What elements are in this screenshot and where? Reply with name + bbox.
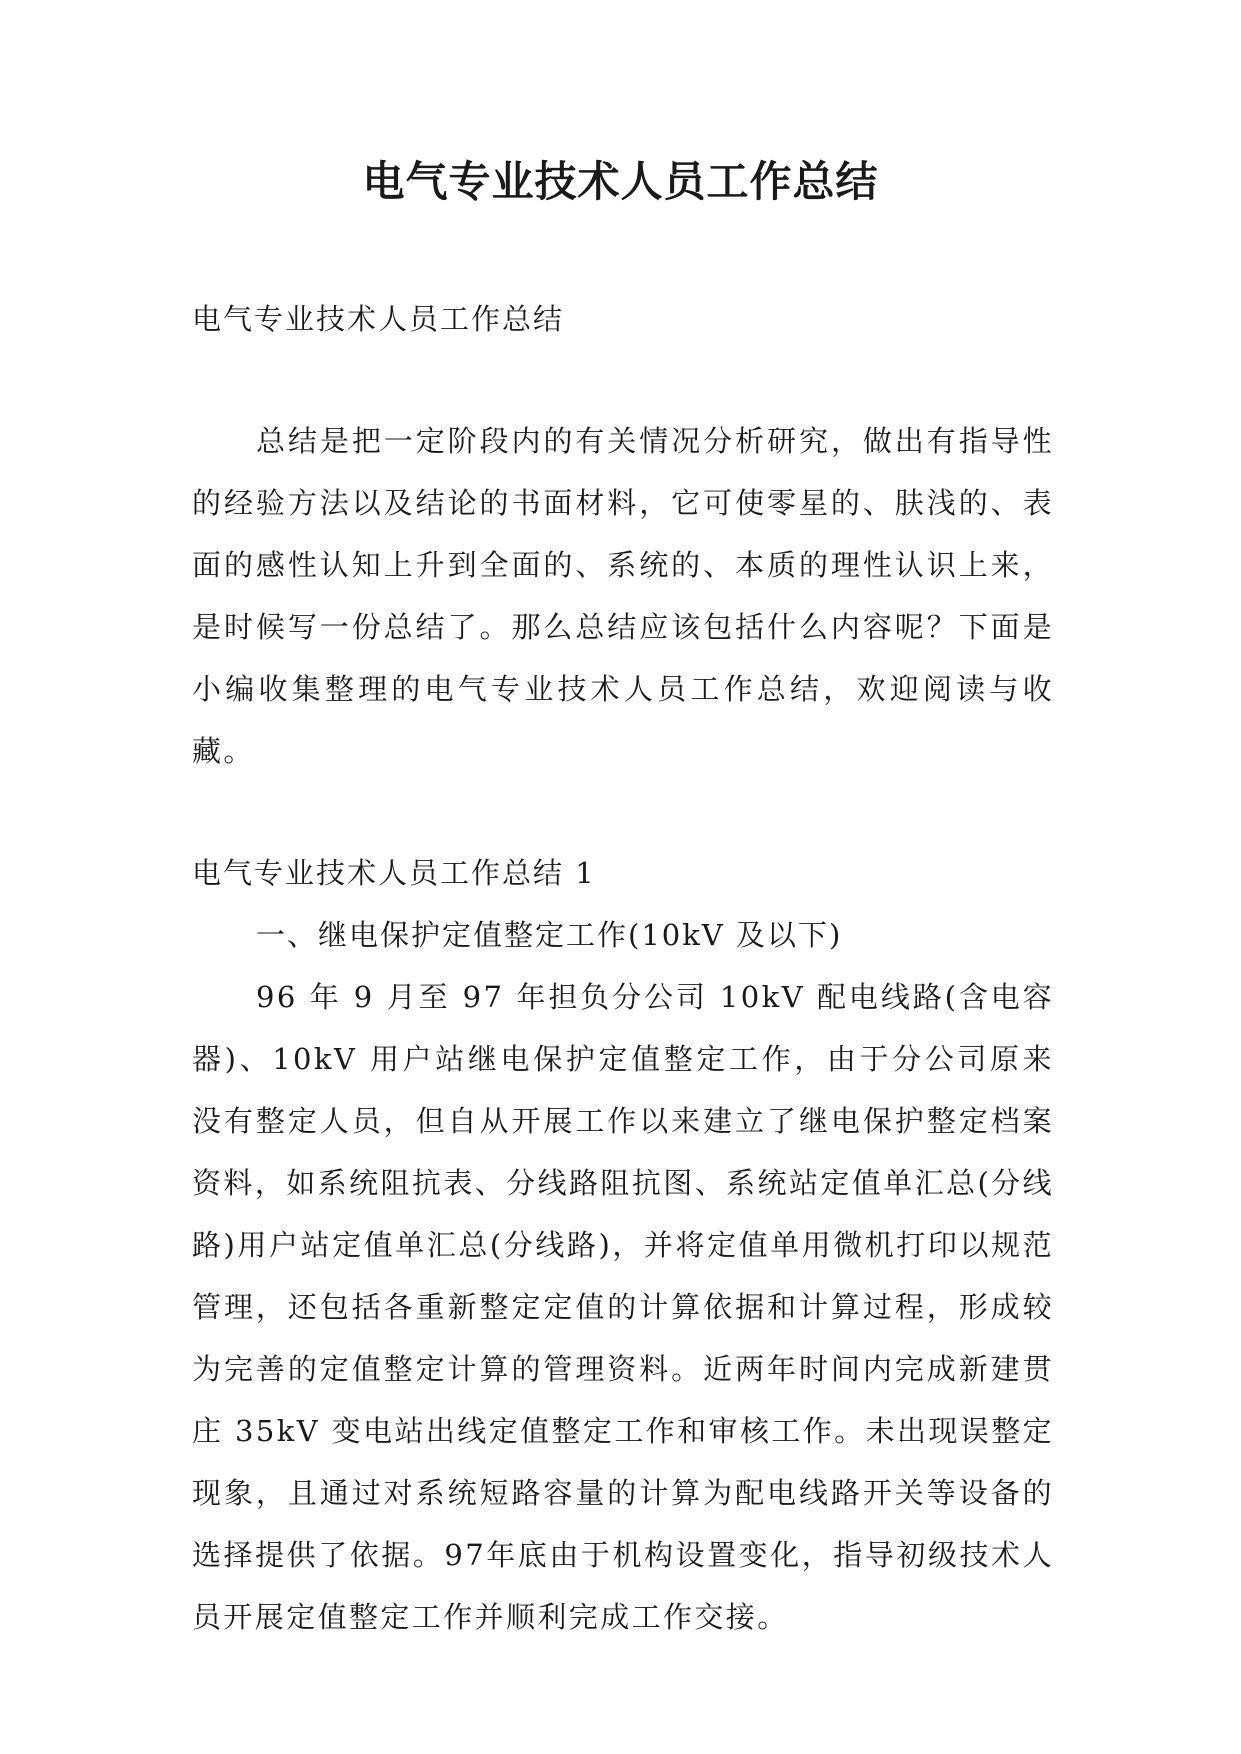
body-paragraph: 96 年 9 月至 97 年担负分公司 10kV 配电线路(含电容器)、10kV 用户站继电保护定值整定工作，由于分公司原来没有整定人员，但自从开展工作以来建立了继电保护整定档案资料，如系统阻抗表、分线路阻抗图、系统站定值单汇总(分线路)用户站定值单汇总(分线路)，并将定值单用微机打印以规范管理，还包括各重新整定定值的计算依据和计算过程，形成较为完善的定值整定计算的管理资料。近两年时间内完成新建贯庄 35kV 变电站出线定值整定工作和审核工作。未出现误整定现象，且通过对系统短路容量的计算为配电线路开关等设备的选择提供了依据。97年底由于机构设置变化，指导初级技术人员开展定值整定工作并顺利完成工作交接。 <box>192 980 1054 1634</box>
sub-heading: 一、继电保护定值整定工作(10kV 及以下) <box>256 918 843 952</box>
document-title: 电气专业技术人员工作总结 <box>362 157 879 206</box>
document-body <box>192 288 1054 1648</box>
document-subtitle: 电气专业技术人员工作总结 <box>192 302 565 336</box>
intro-paragraph: 总结是把一定阶段内的有关情况分析研究，做出有指导性的经验方法以及结论的书面材料，它可使零星的、肤浅的、表面的感性认知上升到全面的、系统的、本质的理性认识上来，是时候写一份总结了。那么总结应该包括什么内容呢？下面是小编收集整理的电气专业技术人员工作总结，欢迎阅读与收藏。 <box>192 424 1054 768</box>
section-heading: 电气专业技术人员工作总结 1 <box>192 856 596 890</box>
